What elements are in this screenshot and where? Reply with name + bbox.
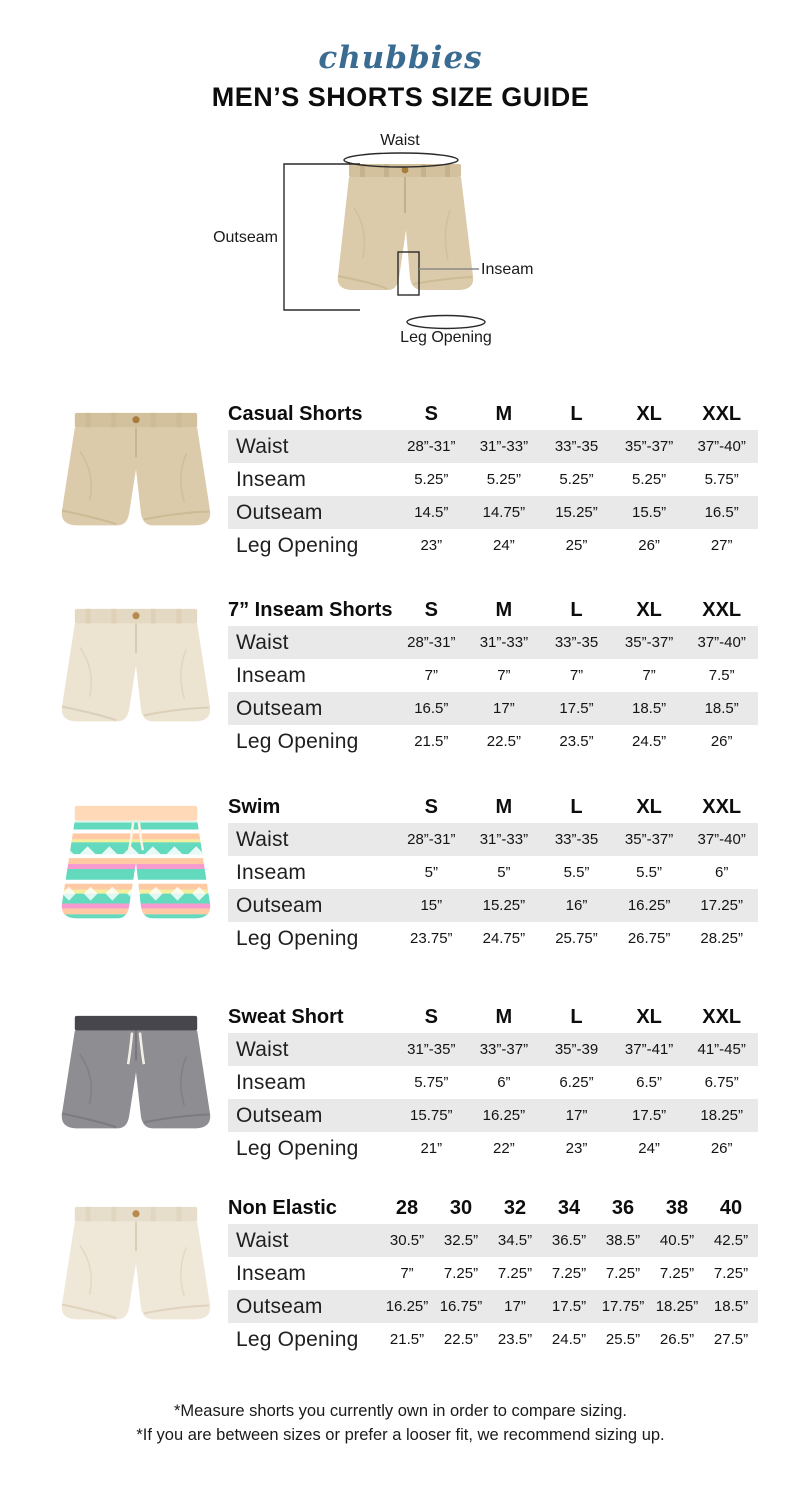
measurement-value: 16.25”: [627, 897, 671, 914]
measurement-value: 33”-35: [554, 438, 599, 455]
measurement-value: 27”: [710, 537, 733, 554]
table-row-inseam: [228, 1066, 758, 1099]
measurement-value: 7.25”: [497, 1265, 533, 1282]
leg-opening-arc: [407, 316, 485, 329]
measurement-value: 17”: [565, 1107, 588, 1124]
footer-note-1: *Measure shorts you currently own in order to compare sizing.: [173, 1402, 628, 1420]
measurement-value: 5.25”: [414, 471, 449, 488]
size-column-header-32: 32: [503, 1197, 527, 1219]
measurement-value: 17.5”: [551, 1298, 587, 1315]
product-photo-cream-non-elastic-shorts: [42, 1194, 230, 1356]
measurement-value: 42.5”: [713, 1232, 749, 1249]
measurement-value: 5”: [497, 864, 511, 881]
measurement-value: 31”-33”: [479, 438, 529, 455]
row-label: Outseam: [236, 500, 323, 524]
table-row-outseam: [228, 889, 758, 922]
size-column-header-xl: XL: [636, 796, 662, 818]
row-label: Outseam: [236, 1294, 323, 1318]
measurement-value: 5.25”: [559, 471, 594, 488]
size-table-header: [228, 396, 758, 426]
row-label: Waist: [236, 434, 289, 458]
measurement-value: 31”-33”: [479, 831, 529, 848]
page-title: MEN’S SHORTS SIZE GUIDE: [211, 82, 590, 112]
table-row-outseam: [228, 496, 758, 529]
row-label: Waist: [236, 827, 289, 851]
measurement-value: 22.5”: [443, 1331, 479, 1348]
measurement-value: 6”: [715, 864, 729, 881]
measurement-value: 5”: [424, 864, 438, 881]
measurement-value: 28.25”: [700, 930, 743, 947]
measurement-value: 21”: [420, 1140, 443, 1157]
size-guide-section-sweat-short: [0, 999, 801, 1175]
measurement-value: 7.25”: [443, 1265, 479, 1282]
table-row-leg-opening: [228, 1323, 758, 1356]
measurement-diagram: [205, 128, 600, 360]
row-label: Leg Opening: [236, 533, 359, 557]
measurement-value: 18.25”: [700, 1107, 743, 1124]
size-guide-section-casual-shorts: [0, 396, 801, 572]
row-label: Inseam: [236, 467, 307, 491]
product-name-7-inseam-shorts: 7” Inseam Shorts: [228, 599, 393, 621]
measurement-value: 18.5”: [631, 700, 667, 717]
table-row-outseam: [228, 1290, 758, 1323]
row-label: Waist: [236, 630, 289, 654]
size-column-header-s: S: [424, 1006, 438, 1028]
measurement-value: 17.5”: [559, 700, 594, 717]
size-column-header-xxl: XXL: [702, 796, 742, 818]
measurement-value: 6.75”: [704, 1074, 739, 1091]
measurement-value: 24”: [638, 1140, 660, 1157]
product-photo-cream-7-inseam-shorts: [42, 596, 230, 758]
measurement-value: 25.75”: [555, 930, 598, 947]
measurement-value: 26”: [710, 733, 733, 750]
measurement-value: 22.5”: [486, 733, 521, 750]
footer-notes: [0, 1399, 801, 1447]
size-column-header-l: L: [570, 599, 583, 621]
measurement-value: 16.25”: [482, 1107, 526, 1124]
footer-note-2: *If you are between sizes or prefer a looser fit, we recommend sizing up.: [136, 1426, 665, 1444]
row-label: Outseam: [236, 696, 323, 720]
measurement-value: 41”-45”: [697, 1041, 746, 1058]
measurement-value: 6”: [497, 1074, 511, 1091]
measurement-value: 24.5”: [631, 733, 667, 750]
measurement-value: 7”: [424, 667, 438, 684]
table-row-outseam: [228, 1099, 758, 1132]
measurement-value: 26”: [710, 1140, 733, 1157]
size-column-header-l: L: [570, 1006, 583, 1028]
size-table-header: [228, 999, 758, 1029]
row-label: Waist: [236, 1037, 289, 1061]
measurement-value: 16.5”: [414, 700, 449, 717]
measurement-value: 15”: [420, 897, 443, 914]
measurement-value: 18.25”: [655, 1298, 699, 1315]
row-label: Outseam: [236, 1103, 323, 1127]
measurement-value: 33”-35: [554, 634, 599, 651]
size-column-header-38: 38: [665, 1197, 689, 1219]
table-row-inseam: [228, 659, 758, 692]
measurement-value: 7”: [400, 1265, 414, 1282]
size-column-header-xl: XL: [636, 403, 662, 425]
size-column-header-l: L: [570, 403, 583, 425]
measurement-value: 24.5”: [551, 1331, 587, 1348]
table-row-waist: [228, 1033, 758, 1066]
table-row-inseam: [228, 856, 758, 889]
measurement-value: 17.5”: [631, 1107, 667, 1124]
measurement-value: 18.5”: [713, 1298, 749, 1315]
measurement-value: 33”-37”: [479, 1041, 529, 1058]
size-column-header-s: S: [424, 599, 438, 621]
measurement-value: 24.75”: [482, 930, 526, 947]
measurement-value: 32.5”: [443, 1232, 479, 1249]
measurement-value: 7”: [642, 667, 656, 684]
size-column-header-l: L: [570, 796, 583, 818]
size-column-header-xxl: XXL: [702, 403, 742, 425]
table-row-waist: [228, 823, 758, 856]
measurement-value: 17.75”: [601, 1298, 645, 1315]
measurement-value: 24”: [493, 537, 515, 554]
row-label: Leg Opening: [236, 1327, 359, 1351]
product-name-casual-shorts: Casual Shorts: [228, 403, 363, 425]
measurement-value: 5.25”: [631, 471, 667, 488]
measurement-value: 28”-31”: [407, 438, 456, 455]
row-label: Waist: [236, 1228, 289, 1252]
measurement-value: 26.75”: [627, 930, 671, 947]
measurement-value: 5.5”: [636, 864, 663, 881]
measurement-value: 23”: [565, 1140, 588, 1157]
size-column-header-xl: XL: [636, 1006, 662, 1028]
measurement-value: 36.5”: [551, 1232, 587, 1249]
diagram-label-leg-opening: Leg Opening: [400, 329, 492, 346]
measurement-value: 15.75”: [410, 1107, 453, 1124]
measurement-value: 5.25”: [486, 471, 521, 488]
measurement-value: 31”-35”: [407, 1041, 456, 1058]
measurement-value: 14.75”: [482, 504, 526, 521]
row-label: Inseam: [236, 663, 307, 687]
measurement-value: 7”: [569, 667, 584, 684]
size-column-header-xxl: XXL: [702, 599, 742, 621]
measurement-value: 7.25”: [659, 1265, 695, 1282]
measurement-value: 7.25”: [713, 1265, 749, 1282]
size-column-header-s: S: [424, 403, 438, 425]
table-row-waist: [228, 1224, 758, 1257]
table-row-waist: [228, 626, 758, 659]
measurement-value: 5.75”: [704, 471, 739, 488]
measurement-value: 25”: [565, 537, 588, 554]
measurement-value: 21.5”: [414, 733, 449, 750]
measurement-value: 28”-31”: [407, 831, 456, 848]
product-name-swim: Swim: [228, 796, 281, 818]
measurement-value: 35”-37”: [624, 438, 674, 455]
measurement-value: 37”-40”: [697, 634, 746, 651]
table-row-leg-opening: [228, 529, 758, 562]
size-table: [228, 592, 758, 758]
size-column-header-m: M: [495, 796, 513, 818]
measurement-value: 15.25”: [482, 897, 526, 914]
size-table: [228, 1190, 758, 1356]
row-label: Leg Opening: [236, 729, 359, 753]
measurement-value: 33”-35: [554, 831, 599, 848]
table-row-outseam: [228, 692, 758, 725]
diagram-label-outseam: Outseam: [213, 229, 278, 246]
measurement-value: 34.5”: [497, 1232, 533, 1249]
size-column-header-28: 28: [395, 1197, 419, 1219]
row-label: Leg Opening: [236, 926, 359, 950]
measurement-value: 23”: [420, 537, 443, 554]
chubbies-logo: chubbies: [318, 40, 483, 76]
product-photo-aztec-swim-trunks: [42, 793, 230, 955]
size-column-header-36: 36: [611, 1197, 635, 1219]
table-row-leg-opening: [228, 922, 758, 955]
product-photo-gray-sweat-shorts: [42, 1003, 230, 1165]
measurement-value: 35”-37”: [624, 634, 674, 651]
product-name-sweat-short: Sweat Short: [228, 1006, 344, 1028]
measurement-value: 5.5”: [563, 864, 590, 881]
size-guide-section-non-elastic: [0, 1190, 801, 1366]
table-row-inseam: [228, 463, 758, 496]
size-column-header-s: S: [424, 796, 438, 818]
table-row-leg-opening: [228, 1132, 758, 1165]
measurement-value: 37”-40”: [697, 831, 746, 848]
measurement-value: 23.75”: [410, 930, 453, 947]
measurement-value: 23.5”: [497, 1331, 533, 1348]
measurement-value: 7.25”: [605, 1265, 641, 1282]
measurement-value: 18.5”: [704, 700, 739, 717]
size-column-header-xxl: XXL: [702, 1006, 742, 1028]
measurement-value: 21.5”: [389, 1331, 425, 1348]
row-label: Outseam: [236, 893, 323, 917]
measurement-value: 37”-40”: [697, 438, 746, 455]
measurement-value: 25.5”: [605, 1331, 641, 1348]
product-name-non-elastic: Non Elastic: [228, 1197, 337, 1219]
measurement-value: 26.5”: [659, 1331, 695, 1348]
size-table-header: [228, 789, 758, 819]
size-guide-section-7-inseam-shorts: [0, 592, 801, 768]
row-label: Leg Opening: [236, 1136, 359, 1160]
measurement-value: 15.25”: [555, 504, 598, 521]
measurement-value: 17”: [493, 700, 515, 717]
size-column-header-xl: XL: [636, 599, 662, 621]
measurement-value: 16.25”: [385, 1298, 429, 1315]
measurement-value: 37”-41”: [624, 1041, 674, 1058]
measurement-value: 27.5”: [713, 1331, 749, 1348]
measurement-value: 7.25”: [551, 1265, 587, 1282]
measurement-value: 23.5”: [559, 733, 594, 750]
measurement-value: 35”-37”: [624, 831, 674, 848]
row-label: Inseam: [236, 860, 307, 884]
measurement-value: 38.5”: [605, 1232, 641, 1249]
size-table-header: [228, 592, 758, 622]
measurement-value: 26”: [638, 537, 660, 554]
size-table: [228, 999, 758, 1165]
measurement-value: 28”-31”: [407, 634, 456, 651]
size-table: [228, 789, 758, 955]
size-column-header-30: 30: [449, 1197, 473, 1219]
table-row-waist: [228, 430, 758, 463]
diagram-label-inseam: Inseam: [481, 261, 534, 278]
measurement-value: 40.5”: [659, 1232, 695, 1249]
size-table: [228, 396, 758, 562]
measurement-value: 16”: [565, 897, 588, 914]
measurement-value: 16.5”: [704, 504, 739, 521]
measurement-value: 31”-33”: [479, 634, 529, 651]
size-column-header-m: M: [495, 599, 513, 621]
measurement-value: 5.75”: [414, 1074, 449, 1091]
diagram-label-waist: Waist: [380, 132, 420, 149]
measurement-value: 14.5”: [414, 504, 449, 521]
measurement-value: 17.25”: [700, 897, 743, 914]
measurement-value: 22”: [493, 1140, 515, 1157]
product-photo-khaki-casual-shorts: [42, 400, 230, 562]
table-row-inseam: [228, 1257, 758, 1290]
size-guide-section-swim: [0, 789, 801, 965]
size-column-header-34: 34: [557, 1197, 581, 1219]
size-column-header-m: M: [495, 403, 513, 425]
measurement-value: 7”: [497, 667, 511, 684]
measurement-value: 30.5”: [389, 1232, 425, 1249]
size-column-header-40: 40: [719, 1197, 743, 1219]
size-table-header: [228, 1190, 758, 1220]
table-row-leg-opening: [228, 725, 758, 758]
measurement-value: 7.5”: [708, 667, 735, 684]
measurement-value: 6.25”: [559, 1074, 594, 1091]
measurement-value: 16.75”: [439, 1298, 483, 1315]
measurement-value: 6.5”: [636, 1074, 663, 1091]
measurement-value: 35”-39: [554, 1041, 599, 1058]
measurement-value: 15.5”: [631, 504, 667, 521]
row-label: Inseam: [236, 1261, 307, 1285]
size-column-header-m: M: [495, 1006, 513, 1028]
row-label: Inseam: [236, 1070, 307, 1094]
measurement-value: 17”: [504, 1298, 526, 1315]
